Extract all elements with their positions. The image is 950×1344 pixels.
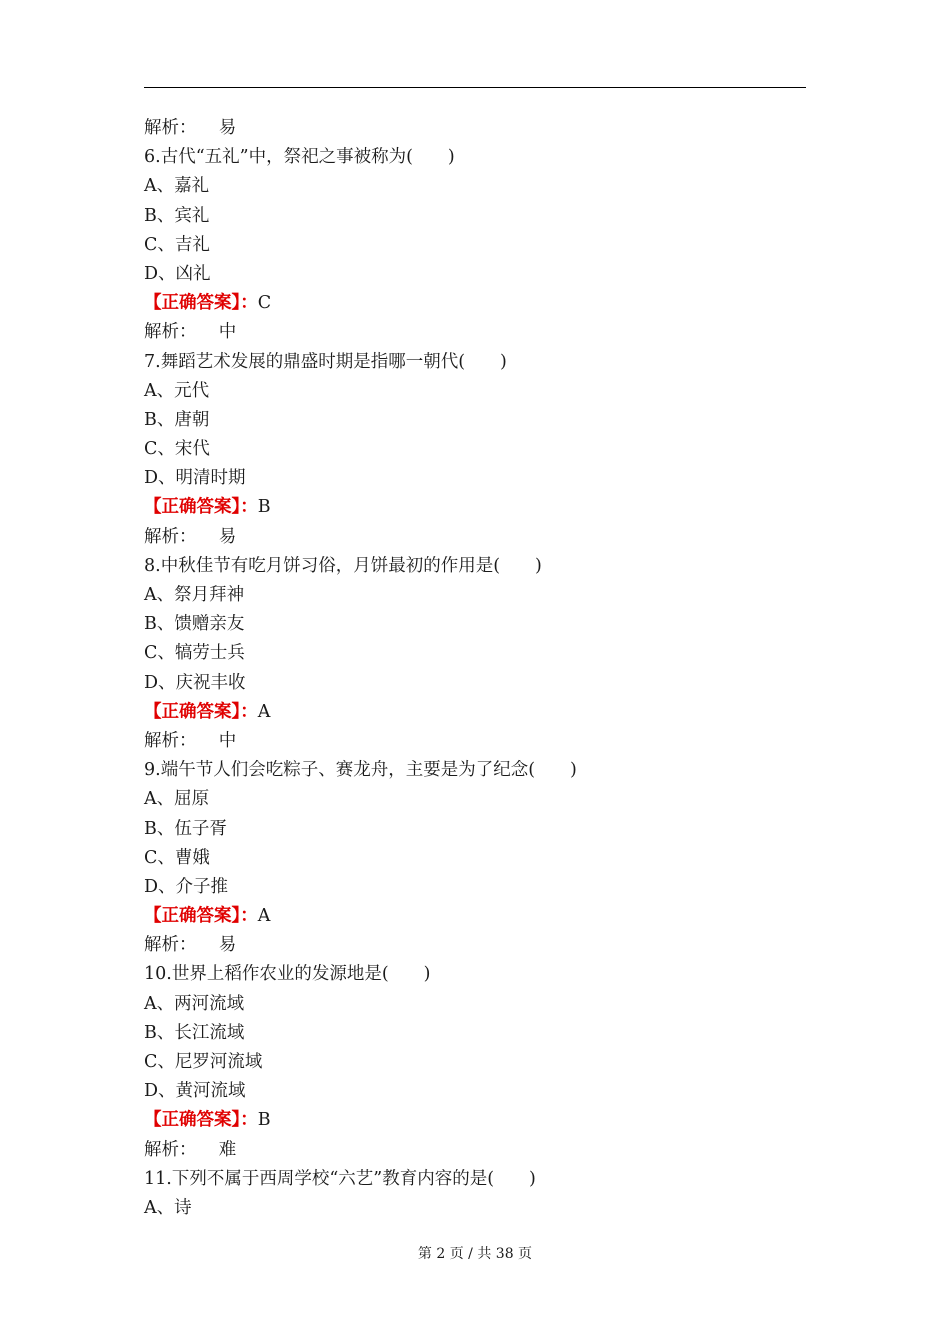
answer-label: 【正确答案】： bbox=[144, 497, 258, 518]
answer-option: C、尼罗河流域 bbox=[144, 1052, 263, 1072]
question-stem: 8.中秋佳节有吃月饼习俗，月饼最初的作用是( ) bbox=[144, 555, 542, 576]
answer-value: A bbox=[257, 906, 271, 927]
answer-label: 【正确答案】： bbox=[144, 293, 258, 314]
answer-option: B、伍子胥 bbox=[144, 818, 227, 839]
analysis-line: 解析： 易 bbox=[144, 118, 237, 138]
analysis-line: 解析： 中 bbox=[144, 322, 237, 343]
question-stem: 10.世界上稻作农业的发源地是( ) bbox=[144, 964, 431, 985]
answer-option: B、唐朝 bbox=[144, 409, 210, 430]
question-stem: 7.舞蹈艺术发展的鼎盛时期是指哪一朝代( ) bbox=[144, 351, 507, 372]
answer-line bbox=[144, 698, 806, 727]
answer-value: B bbox=[257, 1110, 271, 1131]
answer-label: 【正确答案】： bbox=[144, 1110, 258, 1131]
analysis-line: 解析： 中 bbox=[144, 730, 237, 751]
analysis-line: 解析： 难 bbox=[144, 1139, 237, 1160]
answer-option: A、两河流域 bbox=[144, 993, 245, 1014]
answer-option: A、嘉礼 bbox=[144, 176, 210, 197]
document-body bbox=[144, 114, 806, 1223]
answer-option: D、庆祝丰收 bbox=[144, 672, 246, 693]
answer-option: D、明清时期 bbox=[144, 468, 246, 489]
answer-option: D、凶礼 bbox=[144, 263, 211, 284]
answer-option: A、元代 bbox=[144, 380, 210, 401]
answer-line bbox=[144, 902, 806, 931]
answer-option: C、曹娥 bbox=[144, 847, 210, 868]
question-stem: 11.下列不属于西周学校“六艺”教育内容的是( ) bbox=[144, 1168, 536, 1189]
answer-option: A、屈原 bbox=[144, 789, 210, 810]
answer-value: A bbox=[257, 701, 271, 722]
answer-line bbox=[144, 1106, 806, 1135]
header-rule bbox=[144, 87, 806, 88]
question-stem: 9.端午节人们会吃粽子、赛龙舟，主要是为了纪念( ) bbox=[144, 760, 577, 781]
answer-option: B、馈赠亲友 bbox=[144, 614, 245, 635]
answer-option: A、诗 bbox=[144, 1197, 192, 1218]
answer-option: C、犒劳士兵 bbox=[144, 643, 245, 664]
answer-option: B、长江流域 bbox=[144, 1022, 245, 1043]
analysis-line: 解析： 易 bbox=[144, 935, 237, 956]
question-stem: 6.古代“五礼”中，祭祀之事被称为( ) bbox=[144, 147, 455, 168]
answer-option: B、宾礼 bbox=[144, 205, 210, 226]
answer-option: C、吉礼 bbox=[144, 234, 210, 255]
answer-value: B bbox=[257, 497, 271, 518]
answer-option: D、黄河流域 bbox=[144, 1081, 246, 1102]
answer-line bbox=[144, 493, 806, 522]
answer-value: C bbox=[257, 293, 272, 314]
answer-label: 【正确答案】： bbox=[144, 906, 258, 927]
answer-option: A、祭月拜神 bbox=[144, 585, 245, 605]
answer-option: C、宋代 bbox=[144, 439, 210, 460]
analysis-line: 解析： 易 bbox=[144, 526, 237, 547]
page-footer: 第 2 页 / 共 38 页 bbox=[417, 1246, 533, 1262]
answer-option: D、介子推 bbox=[144, 876, 229, 897]
answer-label: 【正确答案】： bbox=[144, 701, 258, 722]
answer-line bbox=[144, 289, 806, 318]
